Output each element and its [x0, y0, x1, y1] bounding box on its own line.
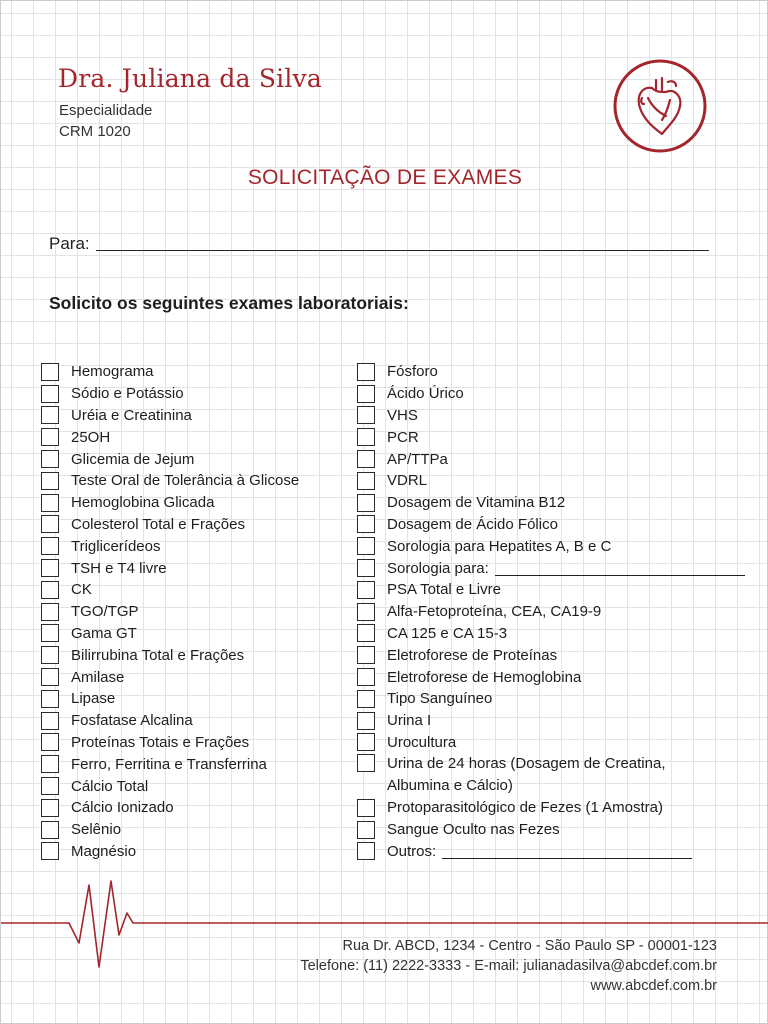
exam-checkbox[interactable] [357, 406, 375, 424]
exam-fill-in-field[interactable] [495, 561, 745, 576]
exam-checkbox[interactable] [357, 624, 375, 642]
exam-label: Sorologia para Hepatites A, B e C [387, 537, 612, 555]
exam-item [357, 492, 747, 514]
exam-item [357, 688, 747, 710]
exam-label: Glicemia de Jejum [71, 450, 195, 468]
exam-checkbox[interactable] [357, 450, 375, 468]
exam-label: Colesterol Total e Frações [71, 515, 245, 533]
exam-checkbox[interactable] [41, 581, 59, 599]
exam-checkbox[interactable] [357, 733, 375, 751]
exam-label: CK [71, 581, 92, 599]
exam-item [41, 710, 341, 732]
exam-checkbox[interactable] [41, 559, 59, 577]
exam-label: Fósforo [387, 363, 438, 381]
exam-item [357, 514, 747, 536]
exam-label: Fosfatase Alcalina [71, 712, 193, 730]
doctor-specialty: Especialidade [59, 102, 153, 119]
exam-item [41, 492, 341, 514]
exam-item [357, 666, 747, 688]
exam-item [41, 514, 341, 536]
exam-list-left [41, 361, 341, 862]
exam-checkbox[interactable] [41, 646, 59, 664]
exam-checkbox[interactable] [357, 842, 375, 860]
exam-label: PSA Total e Livre [387, 581, 501, 599]
exam-label: Alfa-Fetoproteína, CEA, CA19-9 [387, 603, 602, 621]
exam-item [357, 535, 747, 557]
exam-label: VDRL [387, 472, 428, 490]
exam-checkbox[interactable] [41, 712, 59, 730]
exam-label: Sódio e Potássio [71, 385, 184, 403]
exam-checkbox[interactable] [357, 363, 375, 381]
exam-item [357, 732, 747, 754]
exam-label: Sorologia para: [387, 559, 489, 577]
exam-label: Dosagem de Ácido Fólico [387, 515, 558, 533]
exam-item [41, 383, 341, 405]
exam-label: Cálcio Ionizado [71, 799, 174, 817]
exam-label: Bilirrubina Total e Frações [71, 646, 245, 664]
exam-item [357, 601, 747, 623]
exam-checkbox[interactable] [41, 821, 59, 839]
exam-item [41, 426, 341, 448]
exam-checkbox[interactable] [357, 428, 375, 446]
exam-item [41, 535, 341, 557]
exam-label: Cálcio Total [71, 777, 149, 795]
exam-label: TGO/TGP [71, 603, 139, 621]
exam-checkbox[interactable] [357, 603, 375, 621]
exam-checkbox[interactable] [41, 450, 59, 468]
exam-checkbox[interactable] [41, 668, 59, 686]
exam-label: Urocultura [387, 733, 457, 751]
exam-item [357, 405, 747, 427]
exam-label: Ferro, Ferritina e Transferrina [71, 755, 267, 773]
exam-checkbox[interactable] [357, 537, 375, 555]
exam-item [41, 644, 341, 666]
exam-checkbox[interactable] [41, 624, 59, 642]
exam-checkbox[interactable] [41, 733, 59, 751]
exam-item [41, 753, 341, 775]
exam-checkbox[interactable] [41, 494, 59, 512]
exam-label: AP/TTPa [387, 450, 448, 468]
doctor-crm: CRM 1020 [59, 123, 131, 140]
exam-label: Gama GT [71, 624, 137, 642]
exam-checkbox[interactable] [357, 754, 375, 772]
intro-text: Solicito os seguintes exames laboratoriais: [49, 293, 409, 313]
exam-checkbox[interactable] [357, 581, 375, 599]
exam-checkbox[interactable] [357, 472, 375, 490]
exam-checkbox[interactable] [357, 712, 375, 730]
exam-label: VHS [387, 406, 418, 424]
exam-item [357, 426, 747, 448]
exam-label: Hemograma [71, 363, 154, 381]
footer-address: Rua Dr. ABCD, 1234 - Centro - São Paulo SP - 00001-123 [342, 938, 717, 954]
exam-checkbox[interactable] [41, 428, 59, 446]
form-title: SOLICITAÇÃO DE EXAMES [247, 166, 523, 189]
exam-item [41, 732, 341, 754]
exam-checkbox[interactable] [41, 842, 59, 860]
doctor-name: Dra. Juliana da Silva [58, 64, 322, 93]
exam-label: Hemoglobina Glicada [71, 494, 215, 512]
exam-checkbox[interactable] [357, 559, 375, 577]
exam-item [41, 557, 341, 579]
exam-item [357, 470, 747, 492]
exam-label: 25OH [71, 428, 111, 446]
footer-contact: Telefone: (11) 2222-3333 - E-mail: julianadasilva@abcdef.com.br [300, 958, 717, 974]
exam-item [41, 470, 341, 492]
exam-checkbox[interactable] [357, 668, 375, 686]
exam-label: Dosagem de Vitamina B12 [387, 494, 566, 512]
recipient-field[interactable] [96, 250, 709, 251]
exam-checkbox[interactable] [41, 537, 59, 555]
exam-item [41, 448, 341, 470]
exam-item [357, 710, 747, 732]
exam-item [357, 448, 747, 470]
exam-checkbox[interactable] [41, 799, 59, 817]
exam-label: Sangue Oculto nas Fezes [387, 821, 560, 839]
exam-checkbox[interactable] [41, 363, 59, 381]
exam-item [41, 666, 341, 688]
exam-item [41, 405, 341, 427]
exam-checkbox[interactable] [41, 777, 59, 795]
exam-label: Eletroforese de Hemoglobina [387, 668, 582, 686]
exam-label: Eletroforese de Proteínas [387, 646, 558, 664]
exam-item [357, 644, 747, 666]
exam-item [357, 797, 747, 819]
exam-item [357, 557, 747, 579]
exam-item [357, 361, 747, 383]
exam-list-right [357, 361, 747, 862]
exam-label: Teste Oral de Tolerância à Glicose [71, 472, 300, 490]
exam-item [357, 623, 747, 645]
exam-item [41, 819, 341, 841]
exam-item [41, 623, 341, 645]
exam-checkbox[interactable] [41, 603, 59, 621]
exam-label: PCR [387, 428, 419, 446]
exam-checkbox[interactable] [357, 385, 375, 403]
heart-emblem-icon [612, 58, 708, 154]
exam-checkbox[interactable] [357, 690, 375, 708]
exam-label: Magnésio [71, 842, 137, 860]
exam-item [41, 797, 341, 819]
exam-checkbox[interactable] [357, 515, 375, 533]
exam-item [41, 579, 341, 601]
exam-label: Proteínas Totais e Frações [71, 733, 250, 751]
exam-label: CA 125 e CA 15-3 [387, 624, 508, 642]
exam-item [357, 819, 747, 841]
exam-label: TSH e T4 livre [71, 559, 167, 577]
footer-website: www.abcdef.com.br [590, 978, 717, 994]
exam-checkbox[interactable] [357, 494, 375, 512]
exam-checkbox[interactable] [41, 515, 59, 533]
exam-checkbox[interactable] [41, 406, 59, 424]
exam-label: Ácido Úrico [387, 385, 464, 403]
exam-item [357, 383, 747, 405]
exam-item [41, 688, 341, 710]
exam-label: Selênio [71, 821, 122, 839]
exam-label: Triglicerídeos [71, 537, 161, 555]
exam-label: Lipase [71, 690, 116, 708]
exam-label: Outros: [387, 842, 437, 860]
exam-label: Urina de 24 horas (Dosagem de Creatina, Albumina e Cálcio) [387, 755, 666, 795]
exam-item [357, 579, 747, 601]
recipient-label: Para: [49, 234, 90, 253]
exam-checkbox[interactable] [357, 821, 375, 839]
exam-checkbox[interactable] [41, 755, 59, 773]
exam-label: Protoparasitológico de Fezes (1 Amostra) [387, 799, 663, 817]
exam-checkbox[interactable] [41, 690, 59, 708]
exam-item [357, 841, 747, 863]
exam-item [41, 841, 341, 863]
exam-item [357, 753, 747, 797]
exam-label: Tipo Sanguíneo [387, 690, 493, 708]
exam-checkbox[interactable] [357, 799, 375, 817]
exam-checkbox[interactable] [41, 385, 59, 403]
exam-label: Amilase [71, 668, 125, 686]
exam-label: Uréia e Creatinina [71, 406, 192, 424]
exam-fill-in-field[interactable] [442, 844, 692, 859]
exam-checkbox[interactable] [41, 472, 59, 490]
exam-item [41, 361, 341, 383]
exam-checkbox[interactable] [357, 646, 375, 664]
exam-item [41, 775, 341, 797]
exam-label: Urina I [387, 712, 432, 730]
exam-item [41, 601, 341, 623]
